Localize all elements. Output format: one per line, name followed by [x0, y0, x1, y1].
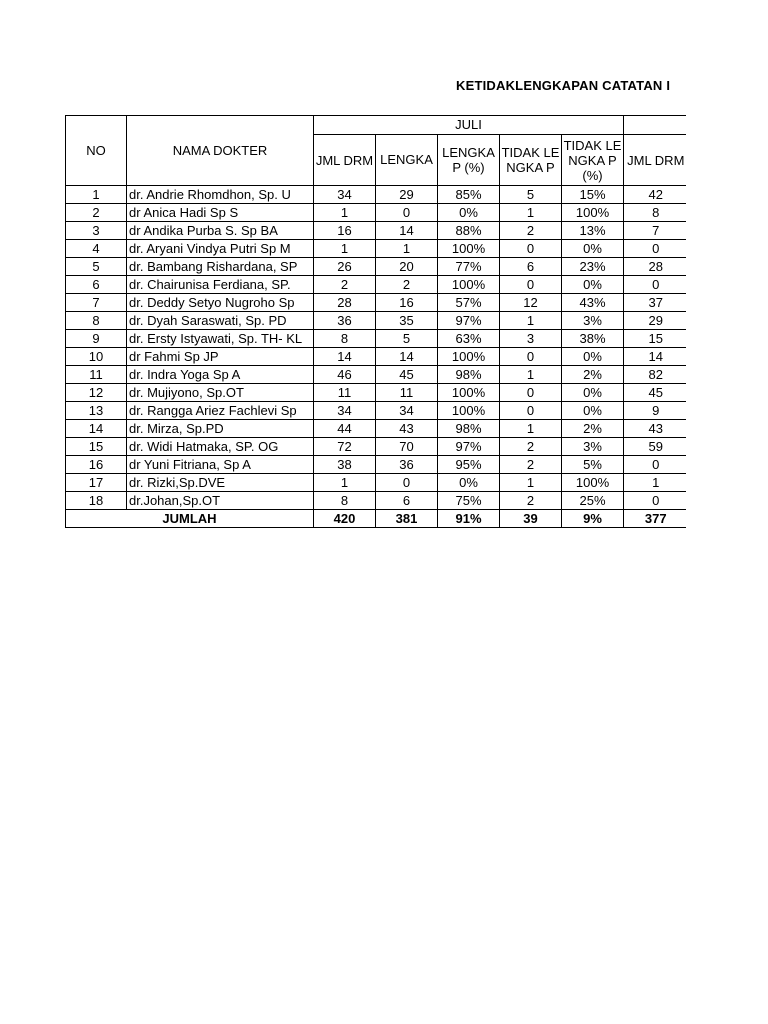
cell-no: 7 — [66, 294, 127, 312]
cell-lengkap: 1 — [376, 240, 438, 258]
cell-no: 17 — [66, 474, 127, 492]
cell-tidak-lengkap: 3 — [500, 330, 562, 348]
cell-lengkap: 70 — [376, 438, 438, 456]
header-row-month — [66, 116, 687, 135]
cell-tidak-lengkap: 0 — [500, 348, 562, 366]
cell-lengkap-pct: 98% — [438, 366, 500, 384]
cell-tidak-lengkap-pct: 2% — [562, 420, 624, 438]
cell-tidak-lengkap-pct: 43% — [562, 294, 624, 312]
cell-jml-drm: 28 — [314, 294, 376, 312]
cell-no: 2 — [66, 204, 127, 222]
cell-no: 16 — [66, 456, 127, 474]
table-row — [66, 186, 687, 204]
cell-next-jml-drm: 29 — [624, 312, 686, 330]
cell-tidak-lengkap: 1 — [500, 420, 562, 438]
table-row — [66, 294, 687, 312]
cell-lengkap: 14 — [376, 348, 438, 366]
cell-no: 8 — [66, 312, 127, 330]
cell-next-jml-drm: 59 — [624, 438, 686, 456]
cell-no: 11 — [66, 366, 127, 384]
cell-lengkap-pct: 100% — [438, 276, 500, 294]
cell-doctor-name: dr Fahmi Sp JP — [127, 348, 314, 366]
total-row — [66, 510, 687, 528]
cell-lengkap-pct: 100% — [438, 402, 500, 420]
cell-jml-drm: 38 — [314, 456, 376, 474]
cell-lengkap-pct: 85% — [438, 186, 500, 204]
table-row — [66, 474, 687, 492]
cell-tidak-lengkap: 1 — [500, 474, 562, 492]
header-lengkap-pct: LENGKA P (%) — [438, 135, 500, 186]
cell-jml-drm: 2 — [314, 276, 376, 294]
cell-lengkap: 29 — [376, 186, 438, 204]
cell-tidak-lengkap-pct: 0% — [562, 402, 624, 420]
cell-doctor-name: dr. Widi Hatmaka, SP. OG — [127, 438, 314, 456]
cell-tidak-lengkap: 2 — [500, 456, 562, 474]
total-next-jml-drm: 377 — [624, 510, 686, 528]
cell-jml-drm: 1 — [314, 474, 376, 492]
cell-jml-drm: 26 — [314, 258, 376, 276]
cell-tidak-lengkap: 0 — [500, 402, 562, 420]
cell-jml-drm: 34 — [314, 402, 376, 420]
cell-jml-drm: 8 — [314, 492, 376, 510]
cell-doctor-name: dr.Johan,Sp.OT — [127, 492, 314, 510]
cell-doctor-name: dr. Chairunisa Ferdiana, SP. — [127, 276, 314, 294]
cell-lengkap-pct: 100% — [438, 240, 500, 258]
page-title: KETIDAKLENGKAPAN CATATAN I — [456, 78, 671, 93]
cell-lengkap-pct: 97% — [438, 438, 500, 456]
cell-tidak-lengkap-pct: 0% — [562, 276, 624, 294]
cell-jml-drm: 36 — [314, 312, 376, 330]
cell-tidak-lengkap: 12 — [500, 294, 562, 312]
cell-tidak-lengkap-pct: 25% — [562, 492, 624, 510]
header-tidak-lengkap: TIDAK LENGKA P — [500, 135, 562, 186]
cell-next-jml-drm: 28 — [624, 258, 686, 276]
total-lengkap: 381 — [376, 510, 438, 528]
cell-tidak-lengkap-pct: 13% — [562, 222, 624, 240]
cell-tidak-lengkap-pct: 38% — [562, 330, 624, 348]
cell-lengkap-pct: 88% — [438, 222, 500, 240]
cell-no: 9 — [66, 330, 127, 348]
cell-next-jml-drm: 0 — [624, 240, 686, 258]
table-row — [66, 330, 687, 348]
table-row — [66, 492, 687, 510]
cell-tidak-lengkap: 1 — [500, 204, 562, 222]
cell-lengkap: 5 — [376, 330, 438, 348]
total-tidak-lengkap: 39 — [500, 510, 562, 528]
cell-tidak-lengkap: 2 — [500, 492, 562, 510]
cell-lengkap: 0 — [376, 204, 438, 222]
header-next-month — [624, 116, 686, 135]
cell-lengkap-pct: 77% — [438, 258, 500, 276]
cell-tidak-lengkap-pct: 3% — [562, 438, 624, 456]
cell-lengkap: 36 — [376, 456, 438, 474]
cell-lengkap-pct: 57% — [438, 294, 500, 312]
cell-tidak-lengkap: 5 — [500, 186, 562, 204]
cell-lengkap-pct: 0% — [438, 204, 500, 222]
cell-lengkap: 11 — [376, 384, 438, 402]
cell-doctor-name: dr. Rizki,Sp.DVE — [127, 474, 314, 492]
cell-doctor-name: dr Andika Purba S. Sp BA — [127, 222, 314, 240]
cell-tidak-lengkap-pct: 15% — [562, 186, 624, 204]
cell-jml-drm: 8 — [314, 330, 376, 348]
cell-doctor-name: dr. Ersty Istyawati, Sp. TH- KL — [127, 330, 314, 348]
table-row — [66, 366, 687, 384]
cell-next-jml-drm: 42 — [624, 186, 686, 204]
total-tidak-lengkap-pct: 9% — [562, 510, 624, 528]
cell-lengkap: 2 — [376, 276, 438, 294]
cell-tidak-lengkap: 2 — [500, 438, 562, 456]
header-no: NO — [66, 116, 127, 186]
cell-tidak-lengkap: 0 — [500, 240, 562, 258]
table-row — [66, 204, 687, 222]
cell-jml-drm: 1 — [314, 204, 376, 222]
cell-lengkap: 35 — [376, 312, 438, 330]
table-row — [66, 312, 687, 330]
cell-tidak-lengkap: 6 — [500, 258, 562, 276]
cell-tidak-lengkap: 0 — [500, 276, 562, 294]
cell-no: 14 — [66, 420, 127, 438]
cell-no: 15 — [66, 438, 127, 456]
cell-jml-drm: 14 — [314, 348, 376, 366]
cell-next-jml-drm: 82 — [624, 366, 686, 384]
doctor-records-table — [65, 115, 686, 528]
header-lengkap: LENGKA — [376, 135, 438, 186]
cell-doctor-name: dr. Bambang Rishardana, SP — [127, 258, 314, 276]
cell-jml-drm: 11 — [314, 384, 376, 402]
cell-next-jml-drm: 15 — [624, 330, 686, 348]
cell-tidak-lengkap-pct: 100% — [562, 204, 624, 222]
cell-lengkap: 45 — [376, 366, 438, 384]
cell-no: 1 — [66, 186, 127, 204]
cell-doctor-name: dr. Aryani Vindya Putri Sp M — [127, 240, 314, 258]
cell-lengkap: 20 — [376, 258, 438, 276]
table-row — [66, 240, 687, 258]
cell-lengkap-pct: 63% — [438, 330, 500, 348]
header-nama-dokter: NAMA DOKTER — [127, 116, 314, 186]
cell-tidak-lengkap-pct: 0% — [562, 384, 624, 402]
cell-doctor-name: dr Yuni Fitriana, Sp A — [127, 456, 314, 474]
cell-lengkap-pct: 98% — [438, 420, 500, 438]
cell-no: 6 — [66, 276, 127, 294]
table-row — [66, 348, 687, 366]
cell-jml-drm: 1 — [314, 240, 376, 258]
table-row — [66, 456, 687, 474]
cell-next-jml-drm: 37 — [624, 294, 686, 312]
cell-no: 5 — [66, 258, 127, 276]
cell-tidak-lengkap-pct: 0% — [562, 240, 624, 258]
cell-no: 4 — [66, 240, 127, 258]
cell-lengkap: 6 — [376, 492, 438, 510]
cell-lengkap-pct: 0% — [438, 474, 500, 492]
cell-jml-drm: 72 — [314, 438, 376, 456]
cell-next-jml-drm: 9 — [624, 402, 686, 420]
cell-jml-drm: 44 — [314, 420, 376, 438]
cell-no: 10 — [66, 348, 127, 366]
table-row — [66, 420, 687, 438]
cell-tidak-lengkap: 0 — [500, 384, 562, 402]
cell-next-jml-drm: 0 — [624, 276, 686, 294]
cell-doctor-name: dr. Deddy Setyo Nugroho Sp — [127, 294, 314, 312]
cell-doctor-name: dr Anica Hadi Sp S — [127, 204, 314, 222]
cell-next-jml-drm: 43 — [624, 420, 686, 438]
cell-lengkap-pct: 100% — [438, 384, 500, 402]
total-lengkap-pct: 91% — [438, 510, 500, 528]
table-row — [66, 222, 687, 240]
cell-tidak-lengkap-pct: 2% — [562, 366, 624, 384]
table-row — [66, 438, 687, 456]
table-row — [66, 276, 687, 294]
header-next-jml-drm: JML DRM — [624, 135, 686, 186]
cell-doctor-name: dr. Mujiyono, Sp.OT — [127, 384, 314, 402]
cell-next-jml-drm: 1 — [624, 474, 686, 492]
cell-no: 12 — [66, 384, 127, 402]
cell-doctor-name: dr. Mirza, Sp.PD — [127, 420, 314, 438]
total-label: JUMLAH — [66, 510, 314, 528]
cell-tidak-lengkap-pct: 0% — [562, 348, 624, 366]
cell-next-jml-drm: 14 — [624, 348, 686, 366]
header-month: JULI — [314, 116, 624, 135]
header-tidak-lengkap-pct: TIDAK LENGKA P (%) — [562, 135, 624, 186]
cell-lengkap-pct: 100% — [438, 348, 500, 366]
total-jml-drm: 420 — [314, 510, 376, 528]
cell-next-jml-drm: 8 — [624, 204, 686, 222]
cell-jml-drm: 34 — [314, 186, 376, 204]
header-jml-drm: JML DRM — [314, 135, 376, 186]
cell-next-jml-drm: 45 — [624, 384, 686, 402]
cell-next-jml-drm: 7 — [624, 222, 686, 240]
cell-tidak-lengkap: 1 — [500, 366, 562, 384]
cell-next-jml-drm: 0 — [624, 492, 686, 510]
cell-lengkap: 34 — [376, 402, 438, 420]
cell-tidak-lengkap-pct: 100% — [562, 474, 624, 492]
cell-lengkap-pct: 95% — [438, 456, 500, 474]
cell-tidak-lengkap-pct: 5% — [562, 456, 624, 474]
cell-jml-drm: 46 — [314, 366, 376, 384]
cell-tidak-lengkap-pct: 23% — [562, 258, 624, 276]
cell-lengkap-pct: 97% — [438, 312, 500, 330]
cell-no: 18 — [66, 492, 127, 510]
cell-jml-drm: 16 — [314, 222, 376, 240]
cell-tidak-lengkap: 2 — [500, 222, 562, 240]
cell-doctor-name: dr. Indra Yoga Sp A — [127, 366, 314, 384]
cell-no: 13 — [66, 402, 127, 420]
cell-no: 3 — [66, 222, 127, 240]
cell-tidak-lengkap-pct: 3% — [562, 312, 624, 330]
table-row — [66, 384, 687, 402]
cell-doctor-name: dr. Dyah Saraswati, Sp. PD — [127, 312, 314, 330]
cell-lengkap: 16 — [376, 294, 438, 312]
cell-next-jml-drm: 0 — [624, 456, 686, 474]
cell-doctor-name: dr. Andrie Rhomdhon, Sp. U — [127, 186, 314, 204]
cell-tidak-lengkap: 1 — [500, 312, 562, 330]
cell-lengkap: 43 — [376, 420, 438, 438]
cell-lengkap: 14 — [376, 222, 438, 240]
spreadsheet-area — [65, 115, 686, 535]
table-row — [66, 402, 687, 420]
table-row — [66, 258, 687, 276]
cell-lengkap-pct: 75% — [438, 492, 500, 510]
cell-doctor-name: dr. Rangga Ariez Fachlevi Sp — [127, 402, 314, 420]
cell-lengkap: 0 — [376, 474, 438, 492]
